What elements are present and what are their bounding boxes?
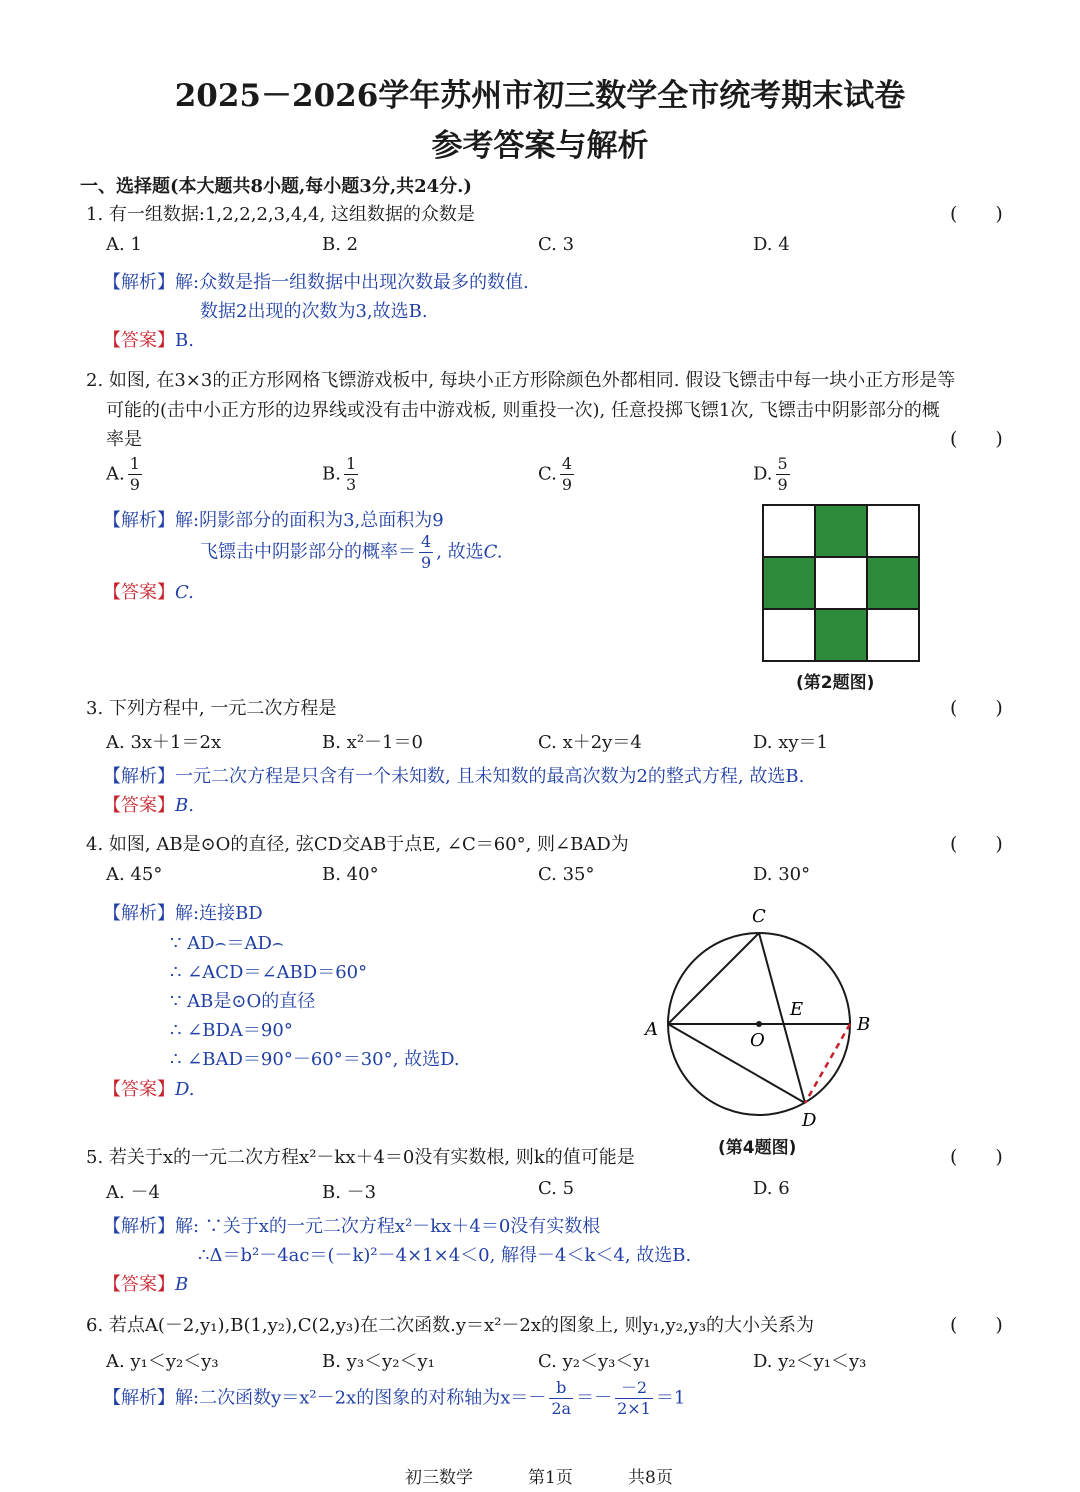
label-o: O bbox=[750, 1030, 765, 1051]
q3-bracket: ( ) bbox=[950, 697, 1003, 719]
grid-cell bbox=[867, 609, 919, 661]
q2-stem-line2: 可能的(击中小正方形的边界线或没有击中游戏板, 则重投一次), 任意投掷飞镖1次, 飞镖击中阴影部分的概 bbox=[106, 400, 940, 421]
q5-option-d: D. 6 bbox=[753, 1178, 790, 1199]
grid-cell-shaded bbox=[867, 557, 919, 609]
label-c: C bbox=[752, 906, 766, 927]
q5-stem: 5. 若关于x的一元二次方程x²－kx＋4＝0没有实数根, 则k的值可能是 bbox=[86, 1147, 635, 1168]
q4-option-d: D. 30° bbox=[753, 864, 811, 885]
q5-option-b: B. －3 bbox=[322, 1182, 377, 1203]
q5-answer: 【答案】B bbox=[103, 1274, 189, 1295]
q6-option-d: D. y₂＜y₁＜y₃ bbox=[753, 1351, 867, 1372]
page-title: 2025－2026学年苏州市初三数学全市统考期末试卷 bbox=[174, 78, 906, 114]
q1-stem: 1. 有一组数据:1,2,2,2,3,4,4, 这组数据的众数是 bbox=[86, 204, 475, 225]
q2-option-d: D. $\frac{5}{9}$ bbox=[753, 454, 788, 494]
q1-answer: 【答案】B. bbox=[103, 330, 194, 351]
footer-page: 第1页 bbox=[528, 1468, 573, 1488]
q4-option-c: C. 35° bbox=[538, 864, 595, 885]
q2-answer: 【答案】C. bbox=[103, 582, 194, 603]
q2-figure-caption: (第2题图) bbox=[796, 673, 875, 693]
grid-cell bbox=[867, 505, 919, 557]
q3-option-d: D. xy＝1 bbox=[753, 732, 829, 753]
q6-option-a: A. y₁＜y₂＜y₃ bbox=[106, 1351, 219, 1372]
q2-analysis-line2: 飞镖击中阴影部分的概率＝ $\frac{4}{9}$ , 故选C. bbox=[200, 532, 503, 572]
footer-subject: 初三数学 bbox=[405, 1468, 473, 1488]
q1-analysis-line2: 数据2出现的次数为3,故选B. bbox=[200, 301, 428, 322]
q3-stem: 3. 下列方程中, 一元二次方程是 bbox=[86, 698, 337, 719]
q1-analysis: 【解析】解:众数是指一组数据中出现次数最多的数值. bbox=[103, 272, 529, 293]
q4-analysis-line4: ∵ AB是⊙O的直径 bbox=[170, 991, 316, 1012]
q4-analysis-line3: ∴ ∠ACD＝∠ABD＝60° bbox=[170, 962, 368, 983]
q5-bracket: ( ) bbox=[950, 1146, 1003, 1168]
q2-option-a: A. $\frac{1}{9}$ bbox=[106, 454, 140, 494]
q1-option-b: B. 2 bbox=[322, 234, 359, 255]
q4-analysis: 【解析】解:连接BD bbox=[103, 903, 263, 924]
grid-cell-shaded bbox=[815, 609, 867, 661]
center-o-dot bbox=[756, 1021, 762, 1027]
segment-ac bbox=[668, 933, 759, 1024]
q2-analysis: 【解析】解:阴影部分的面积为3,总面积为9 bbox=[103, 510, 444, 531]
q4-option-a: A. 45° bbox=[106, 864, 163, 885]
q1-option-a: A. 1 bbox=[106, 234, 142, 255]
q6-bracket: ( ) bbox=[950, 1314, 1003, 1336]
q3-analysis: 【解析】一元二次方程是只含有一个未知数, 且未知数的最高次数为2的整式方程, 故选B. bbox=[103, 766, 805, 787]
q4-analysis-line5: ∴ ∠BDA＝90° bbox=[170, 1020, 293, 1041]
q4-bracket: ( ) bbox=[950, 833, 1003, 855]
dashed-bd bbox=[805, 1024, 850, 1103]
label-b: B bbox=[857, 1014, 871, 1035]
q6-analysis: 【解析】解:二次函数y＝x²－2x的图象的对称轴为x＝－ $\frac{b}{2a}$ ＝－ $\frac{-2}{2\times 1}$ ＝1 bbox=[103, 1378, 686, 1418]
q1-option-c: C. 3 bbox=[538, 234, 575, 255]
q4-analysis-line2: ∵ AD⌢＝AD⌢ bbox=[170, 933, 284, 954]
q4-stem: 4. 如图, AB是⊙O的直径, 弦CD交AB于点E, ∠C＝60°, 则∠BAD为 bbox=[86, 834, 629, 855]
grid-cell-shaded bbox=[815, 505, 867, 557]
q4-analysis-line6: ∴ ∠BAD＝90°－60°＝30°, 故选D. bbox=[170, 1049, 460, 1070]
q2-bracket: ( ) bbox=[950, 428, 1003, 450]
grid-cell bbox=[815, 557, 867, 609]
grid-cell bbox=[763, 609, 815, 661]
label-d: D bbox=[802, 1110, 817, 1131]
q3-answer: 【答案】B. bbox=[103, 795, 194, 816]
q6-option-c: C. y₂＜y₃＜y₁ bbox=[538, 1351, 651, 1372]
q3-option-c: C. x＋2y＝4 bbox=[538, 732, 642, 753]
page-subtitle: 参考答案与解析 bbox=[431, 128, 649, 164]
q6-stem: 6. 若点A(－2,y₁),B(1,y₂),C(2,y₃)在二次函数.y＝x²－2x的图象上, 则y₁,y₂,y₃的大小关系为 bbox=[86, 1315, 815, 1336]
q1-bracket: ( ) bbox=[950, 203, 1003, 225]
q6-option-b: B. y₃＜y₂＜y₁ bbox=[322, 1351, 435, 1372]
grid-cell bbox=[763, 505, 815, 557]
q2-option-b: B. $\frac{1}{3}$ bbox=[322, 454, 357, 494]
q5-analysis-line2: ∴Δ＝b²－4ac＝(－k)²－4×1×4＜0, 解得－4＜k＜4, 故选B. bbox=[198, 1245, 692, 1266]
label-a: A bbox=[645, 1019, 658, 1040]
q2-grid-figure bbox=[760, 502, 920, 662]
q4-option-b: B. 40° bbox=[322, 864, 379, 885]
q2-stem-line3: 率是 bbox=[106, 429, 142, 450]
q5-analysis: 【解析】解: ∵关于x的一元二次方程x²－kx＋4＝0没有实数根 bbox=[103, 1216, 601, 1237]
q5-option-c: C. 5 bbox=[538, 1178, 575, 1199]
q3-option-a: A. 3x＋1＝2x bbox=[106, 732, 222, 753]
q5-option-a: A. －4 bbox=[106, 1182, 160, 1203]
footer-total: 共8页 bbox=[628, 1468, 673, 1488]
q2-stem-line1: 2. 如图, 在3×3的正方形网格飞镖游戏板中, 每块小正方形除颜色外都相同. 假设飞镖击中每一块小正方形是等 bbox=[86, 370, 956, 391]
q4-circle-figure bbox=[640, 900, 880, 1135]
segment-ad bbox=[668, 1024, 805, 1103]
label-e: E bbox=[790, 999, 804, 1020]
section-heading: 一、选择题(本大题共8小题,每小题3分,共24分.) bbox=[80, 176, 472, 197]
grid-cell-shaded bbox=[763, 557, 815, 609]
q2-option-c: C. $\frac{4}{9}$ bbox=[538, 454, 573, 494]
q1-option-d: D. 4 bbox=[753, 234, 790, 255]
q4-answer: 【答案】D. bbox=[103, 1079, 195, 1100]
q4-figure-caption: (第4题图) bbox=[718, 1138, 797, 1158]
q3-option-b: B. x²－1＝0 bbox=[322, 732, 423, 753]
